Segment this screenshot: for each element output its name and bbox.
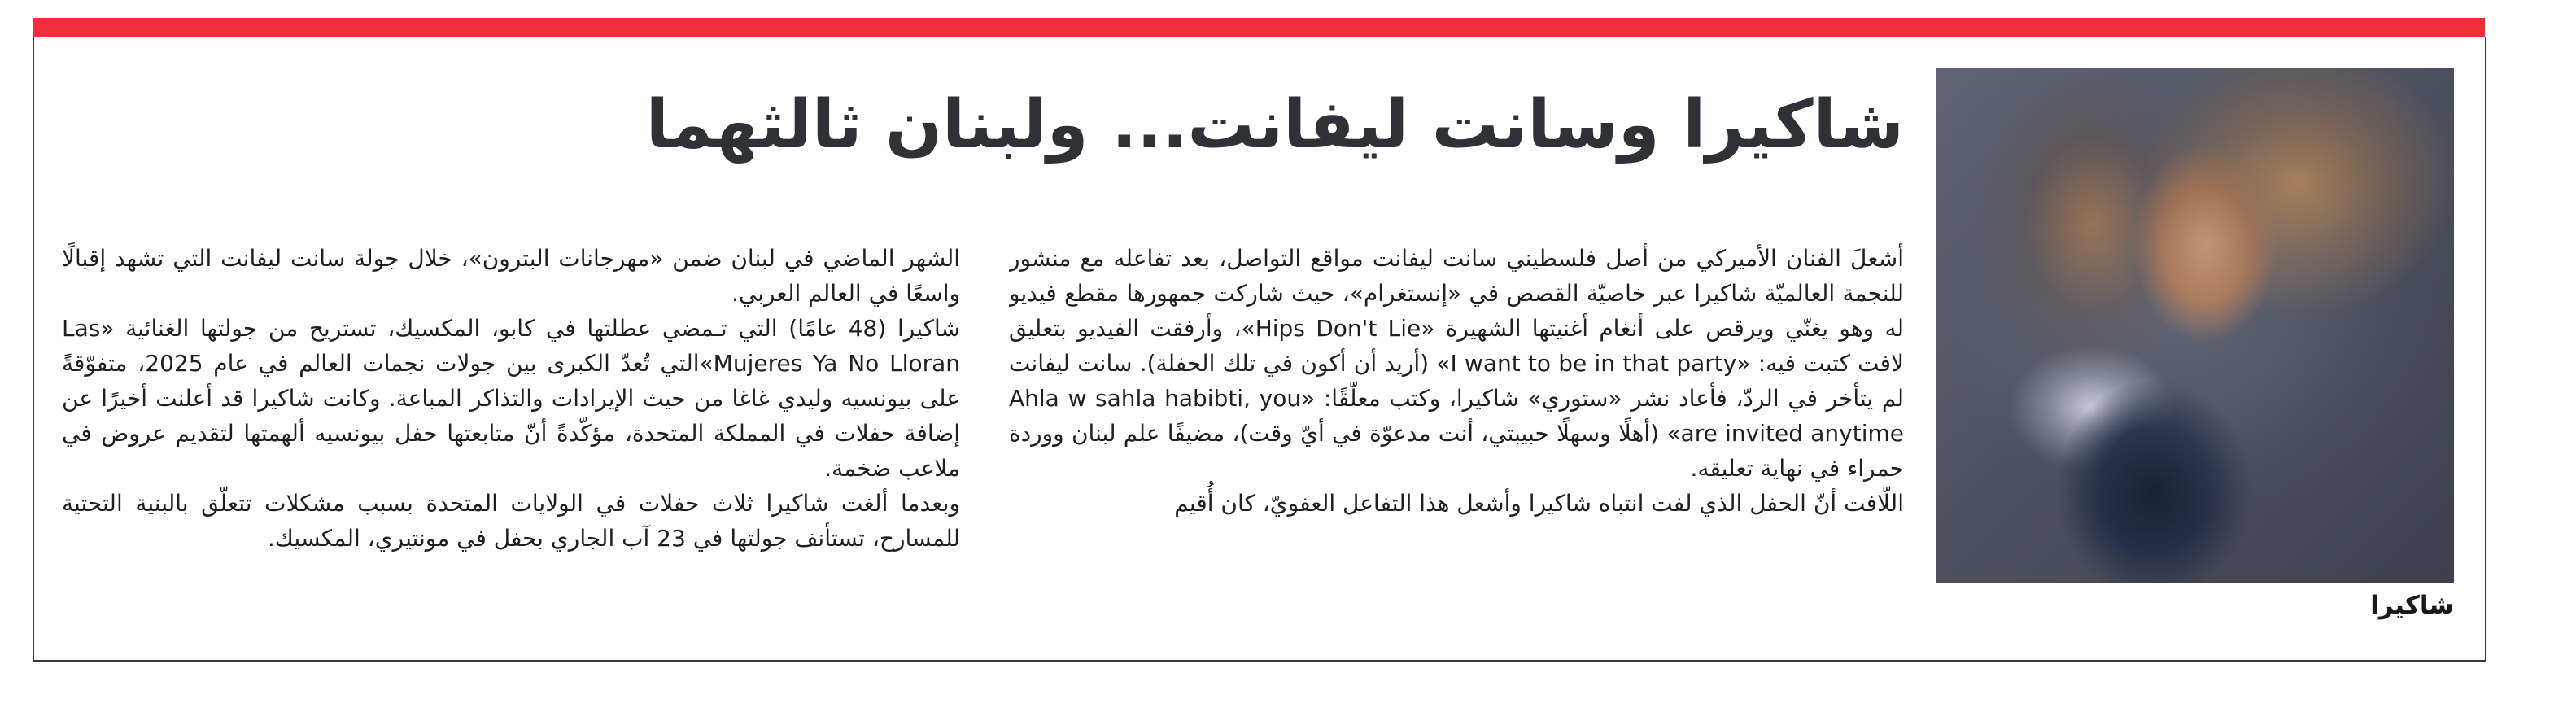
paragraph: أشعلَ الفنان الأميركي من أصل فلسطيني سانت ليفانت مواقع التواصل، بعد تفاعله مع منشور للنجمة العالميّة شاكيرا عبر خاصيّة القصص في «إنستغرام»، حيث شاركت جمهورها مقطع فيديو له وهو يغنّي ويرقص على أنغام أغنيتها الشهيرة «Hips Don't Lie»، وأرفقت الفيديو بتعليق لافت كتبت فيه: «I want to be in that party» (أريد أن أكون في تلك الحفلة). سانت ليفانت لم يتأخر في الردّ، فأعاد نشر «ستوري» شاكيرا، وكتب معلّقًا: «Ahla w sahla habibti, you are invited anytime» (أهلًا وسهلًا حبيبتي، أنت مدعوّة في أيّ وقت)، مضيفًا علم لبنان ووردة حمراء في نهاية تعليقه. <box>1009 245 1904 482</box>
article-column-right <box>1009 241 1904 631</box>
photo-caption: شاكيرا <box>2370 591 2454 620</box>
accent-bar <box>33 18 2485 37</box>
paragraph: اللّافت أنّ الحفل الذي لفت انتباه شاكيرا وأشعل هذا التفاعل العفويّ، كان أُقيم <box>1174 490 1904 517</box>
article-photo <box>1936 68 2454 583</box>
paragraph: شاكيرا (48 عامًا) التي تـمضي عطلتها في كابو، المكسيك، تستريح من جولتها الغنائية «Las Mujeres Ya No Lloran»التي تُعدّ الكبرى بين جولات نجمات العالم في عام 2025، متفوّقةً على بيونسيه وليدي غاغا من حيث الإيرادات والتذاكر المباعة. وكانت شاكيرا قد أعلنت أخيرًا عن إضافة حفلات في المملكة المتحدة، مؤكّدةً أنّ متابعتها حفل بيونسيه ألهمتها لتقديم عروض في ملاعب ضخمة. <box>62 315 960 482</box>
paragraph: الشهر الماضي في لبنان ضمن «مهرجانات البترون»، خلال جولة سانت ليفانت التي تشهد إقبالًا واسعًا في العالم العربي. <box>62 245 960 307</box>
article-column-left <box>62 241 960 631</box>
article-headline: شاكيرا وسانت ليفانت... ولبنان ثالثهما <box>645 86 1904 164</box>
paragraph: وبعدما ألغت شاكيرا ثلاث حفلات في الولايات المتحدة بسبب مشكلات تتعلّق بالبنية التحتية للمسارح، تستأنف جولتها في 23 آب الجاري بحفل في مونتيري، المكسيك. <box>62 490 960 552</box>
